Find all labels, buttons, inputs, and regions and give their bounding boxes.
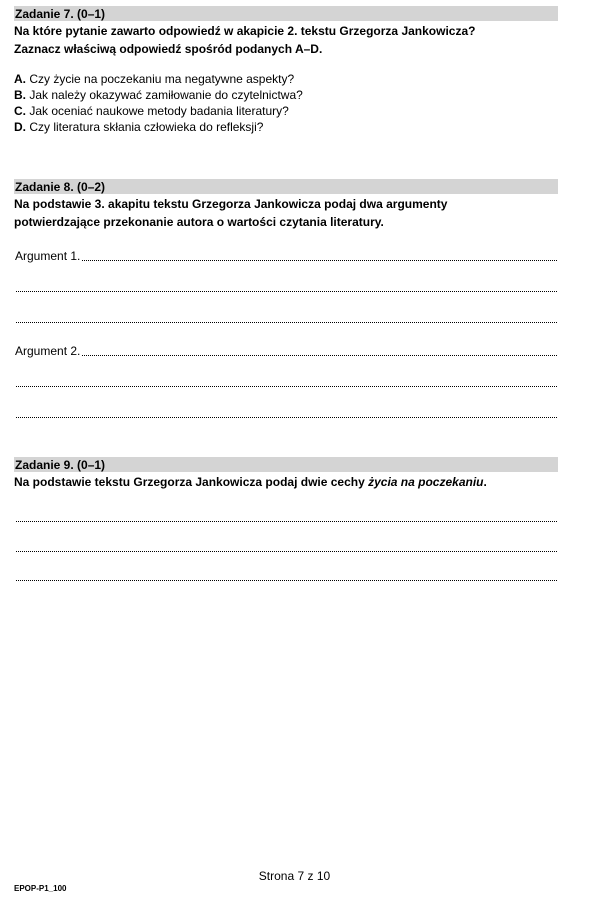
page-number: Strona 7 z 10: [258, 869, 331, 883]
argument-1-label: Argument 1.: [15, 249, 81, 263]
answer-line[interactable]: [16, 355, 557, 356]
task-9-instruction-suffix: .: [483, 475, 487, 489]
answer-line[interactable]: [16, 551, 557, 552]
answer-line[interactable]: [16, 417, 557, 418]
task-9-section: [14, 457, 558, 491]
answer-line[interactable]: [16, 386, 557, 387]
option-text: Czy życie na poczekaniu ma negatywne aspekty?: [29, 72, 295, 86]
option-letter: D.: [14, 120, 26, 134]
option-d[interactable]: [14, 119, 558, 135]
option-letter: A.: [14, 72, 26, 86]
option-c[interactable]: [14, 103, 558, 119]
task-8-instruction-line2: potwierdzające przekonanie autora o wartości czytania literatury.: [14, 215, 384, 229]
answer-line[interactable]: [16, 322, 557, 323]
task-8-section: [14, 179, 558, 231]
task-7-header: Zadanie 7. (0–1): [14, 6, 558, 21]
task-9-instruction-italic: życia na poczekaniu: [368, 475, 484, 489]
task-9-instruction: [14, 473, 558, 491]
document-code: EPOP-P1_100: [14, 884, 67, 893]
option-text: Jak należy okazywać zamiłowanie do czytelnictwa?: [29, 88, 303, 102]
task-9-instruction-prefix: Na podstawie tekstu Grzegorza Jankowicza podaj dwie cechy: [14, 475, 369, 489]
option-letter: C.: [14, 104, 26, 118]
option-text: Jak oceniać naukowe metody badania literatury?: [29, 104, 289, 118]
answer-line[interactable]: [16, 291, 557, 292]
answer-line[interactable]: [16, 580, 557, 581]
task-8-instruction: [14, 195, 558, 231]
answer-line[interactable]: [16, 521, 557, 522]
task-8-header: Zadanie 8. (0–2): [14, 179, 558, 194]
task-7-instruction-line1: Na które pytanie zawarto odpowiedź w akapicie 2. tekstu Grzegorza Jankowicza?: [14, 24, 476, 38]
task-7-instruction-line2: Zaznacz właściwą odpowiedź spośród podanych A–D.: [14, 42, 323, 56]
option-a[interactable]: [14, 71, 558, 87]
task-8-instruction-line1: Na podstawie 3. akapitu tekstu Grzegorza Jankowicza podaj dwa argumenty: [14, 197, 448, 211]
task-7-instruction: [14, 22, 558, 58]
task-9-header: Zadanie 9. (0–1): [14, 457, 558, 472]
option-b[interactable]: [14, 87, 558, 103]
task-7-section: [14, 6, 558, 135]
answer-line[interactable]: [16, 260, 557, 261]
option-text: Czy literatura skłania człowieka do refleksji?: [29, 120, 264, 134]
argument-2-label: Argument 2.: [15, 344, 81, 358]
task-7-options: [14, 71, 558, 135]
option-letter: B.: [14, 88, 26, 102]
